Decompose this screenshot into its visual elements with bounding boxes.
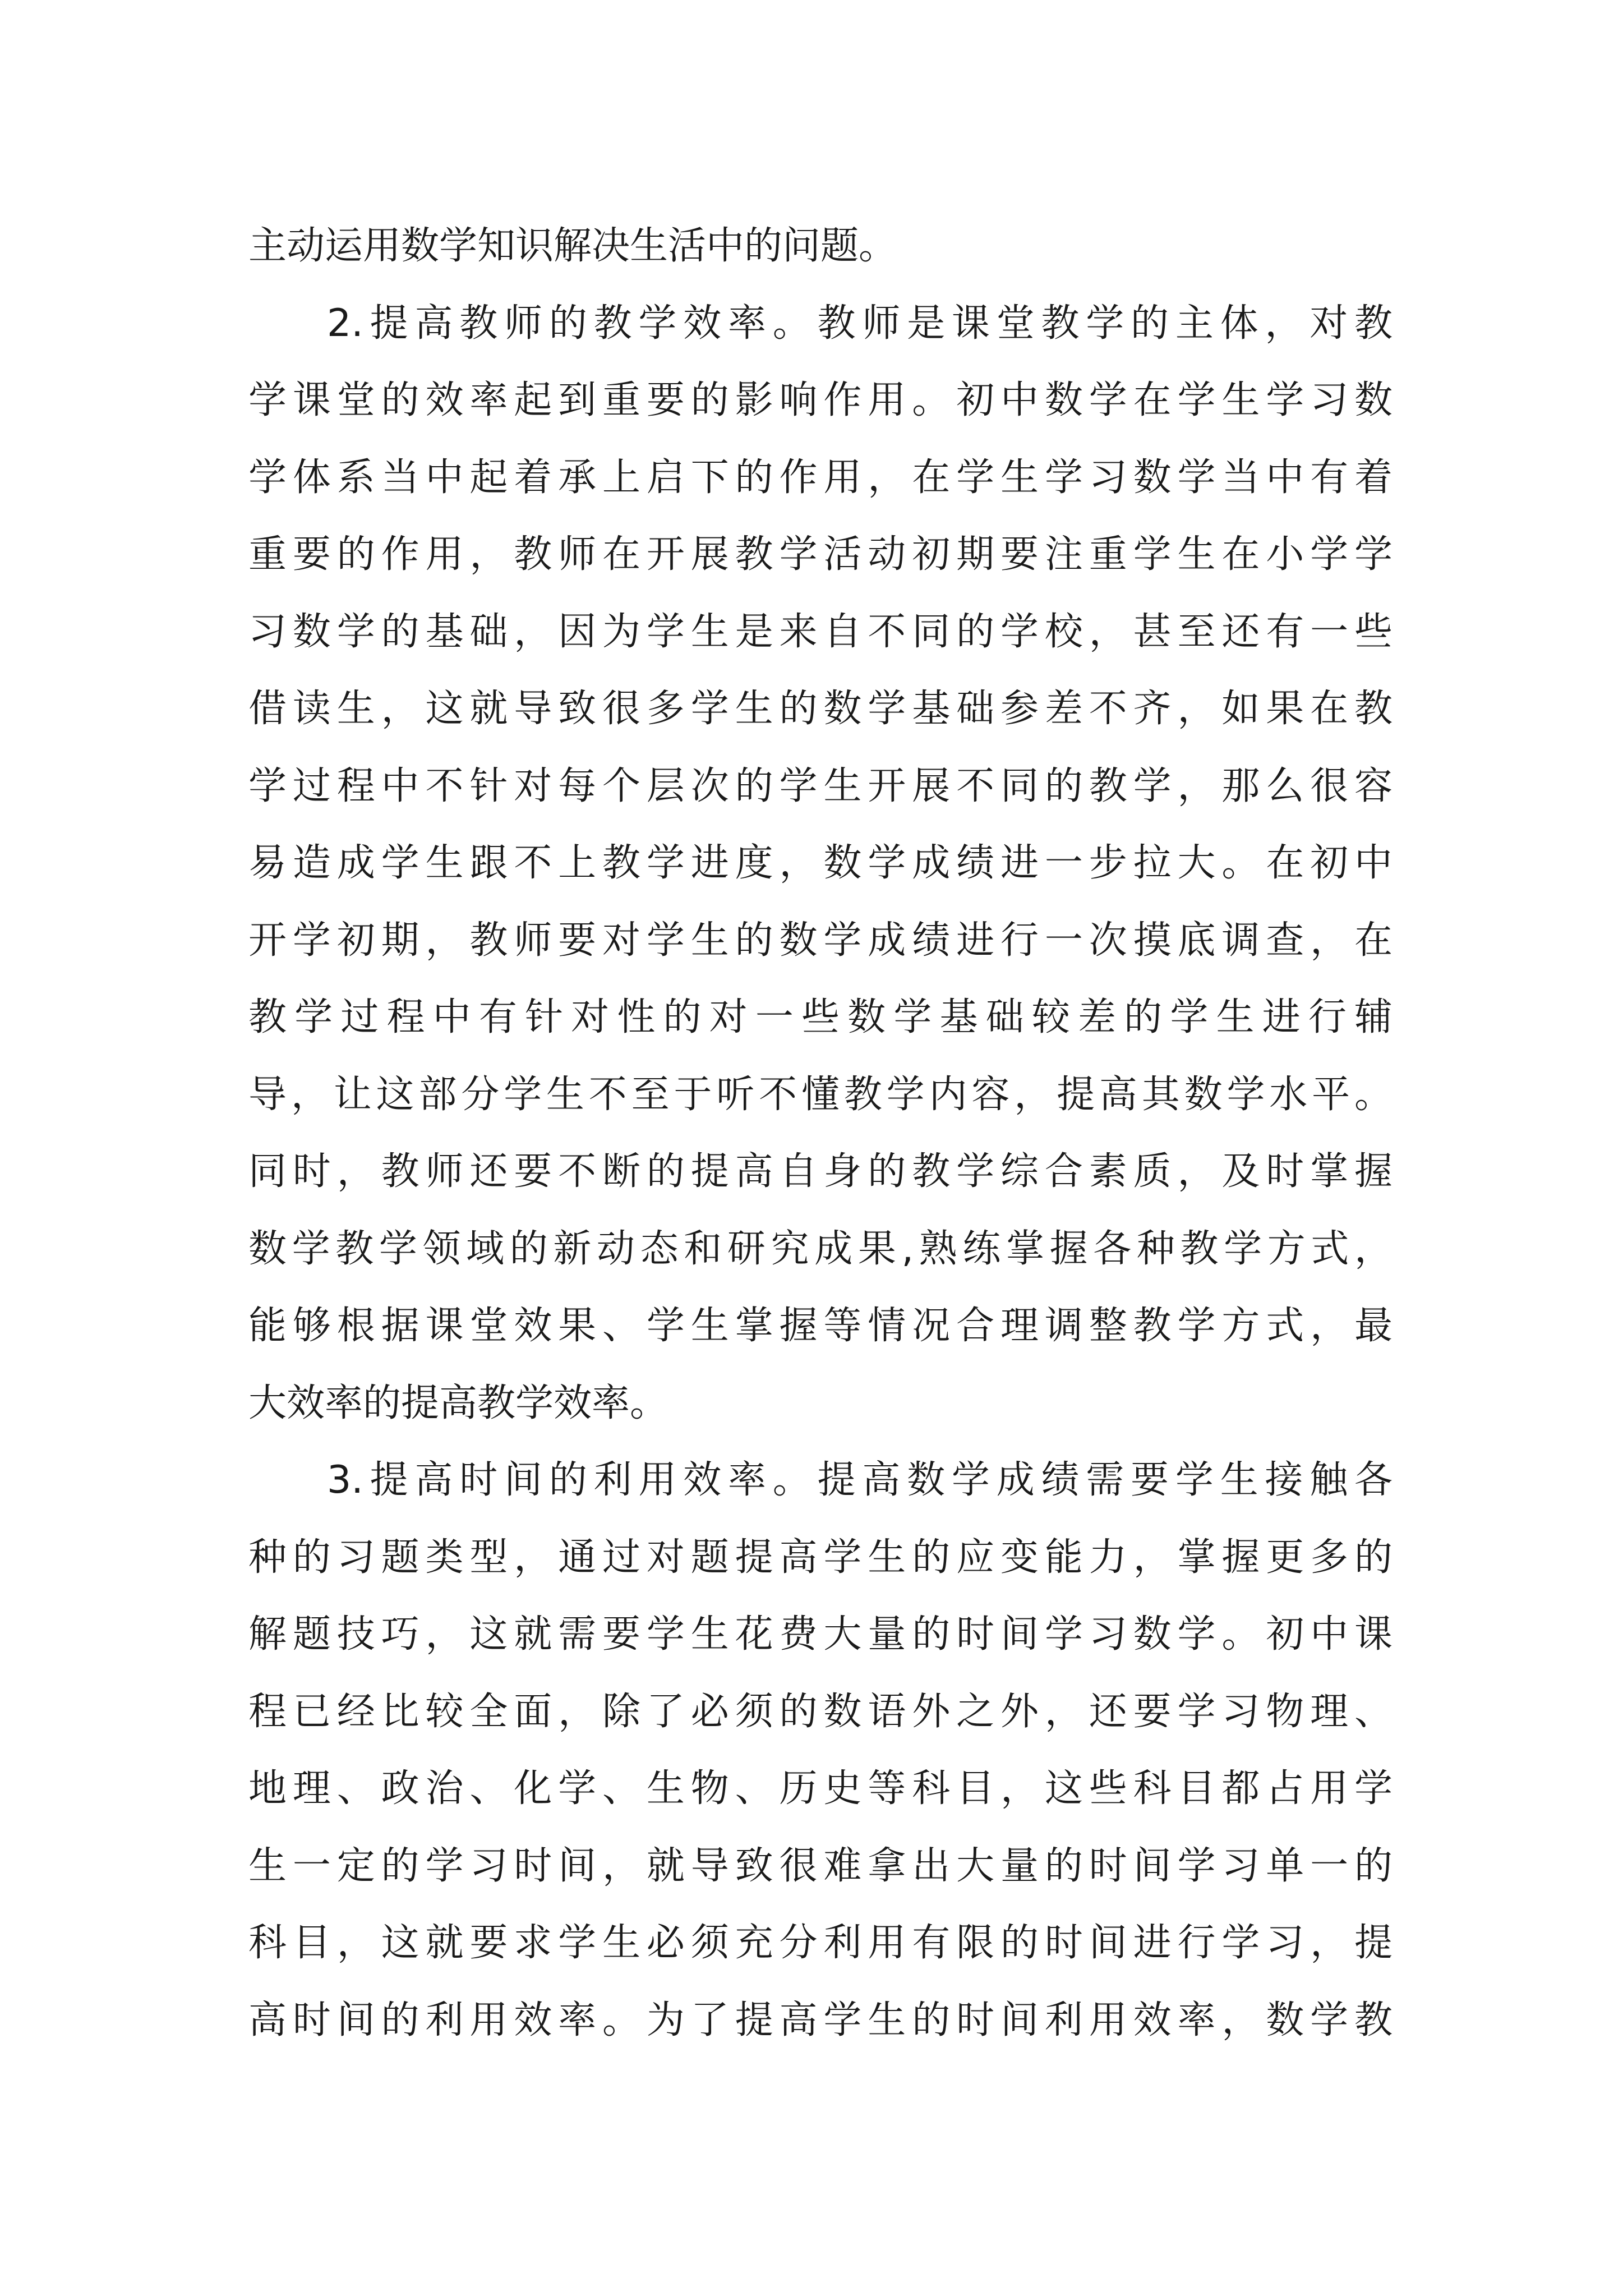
paragraph-line: 科目，这就要求学生必须充分利用有限的时间进行学习，提 (248, 1921, 1393, 1965)
paragraph-line: 高时间的利用效率。为了提高学生的时间利用效率，数学教 (248, 1998, 1393, 2042)
paragraph-line: 教学过程中有针对性的对一些数学基础较差的学生进行辅 (248, 995, 1393, 1039)
paragraph-line: 地理、政治、化学、生物、历史等科目，这些科目都占用学 (248, 1766, 1393, 1811)
paragraph-line: 数学教学领域的新动态和研究成果,熟练掌握各种教学方式， (248, 1226, 1393, 1271)
paragraph-line: 借读生，这就导致很多学生的数学基础参差不齐，如果在教 (248, 687, 1393, 731)
paragraph-line: 学课堂的效率起到重要的影响作用。初中数学在学生学习数 (248, 378, 1393, 422)
paragraph-line: 生一定的学习时间，就导致很难拿出大量的时间学习单一的 (248, 1843, 1393, 1888)
paragraph-line: 大效率的提高教学效率。 (248, 1381, 668, 1425)
paragraph-line: 导，让这部分学生不至于听不懂教学内容，提高其数学水平。 (248, 1072, 1393, 1117)
paragraph-line: 重要的作用，教师在开展教学活动初期要注重学生在小学学 (248, 532, 1393, 577)
paragraph-line: 3.提高时间的利用效率。提高数学成绩需要学生接触各 (327, 1458, 1393, 1502)
paragraph-line: 解题技巧，这就需要学生花费大量的时间学习数学。初中课 (248, 1612, 1393, 1657)
paragraph-line: 开学初期，教师要对学生的数学成绩进行一次摸底调查，在 (248, 918, 1393, 963)
paragraph-line: 习数学的基础，因为学生是来自不同的学校，甚至还有一些 (248, 609, 1393, 654)
paragraph-line: 2.提高教师的教学效率。教师是课堂教学的主体，对教 (327, 301, 1393, 346)
paragraph-line: 主动运用数学知识解决生活中的问题。 (248, 224, 897, 268)
paragraph-line: 学体系当中起着承上启下的作用，在学生学习数学当中有着 (248, 455, 1393, 500)
paragraph-line: 易造成学生跟不上教学进度，数学成绩进一步拉大。在初中 (248, 841, 1393, 885)
paragraph-line: 同时，教师还要不断的提高自身的教学综合素质，及时掌握 (248, 1149, 1393, 1194)
paragraph-line: 种的习题类型，通过对题提高学生的应变能力，掌握更多的 (248, 1535, 1393, 1580)
paragraph-line: 能够根据课堂效果、学生掌握等情况合理调整教学方式，最 (248, 1304, 1393, 1348)
body-text (248, 208, 1393, 2059)
paragraph-line: 程已经比较全面，除了必须的数语外之外，还要学习物理、 (248, 1689, 1393, 1734)
paragraph-line: 学过程中不针对每个层次的学生开展不同的教学，那么很容 (248, 763, 1393, 808)
